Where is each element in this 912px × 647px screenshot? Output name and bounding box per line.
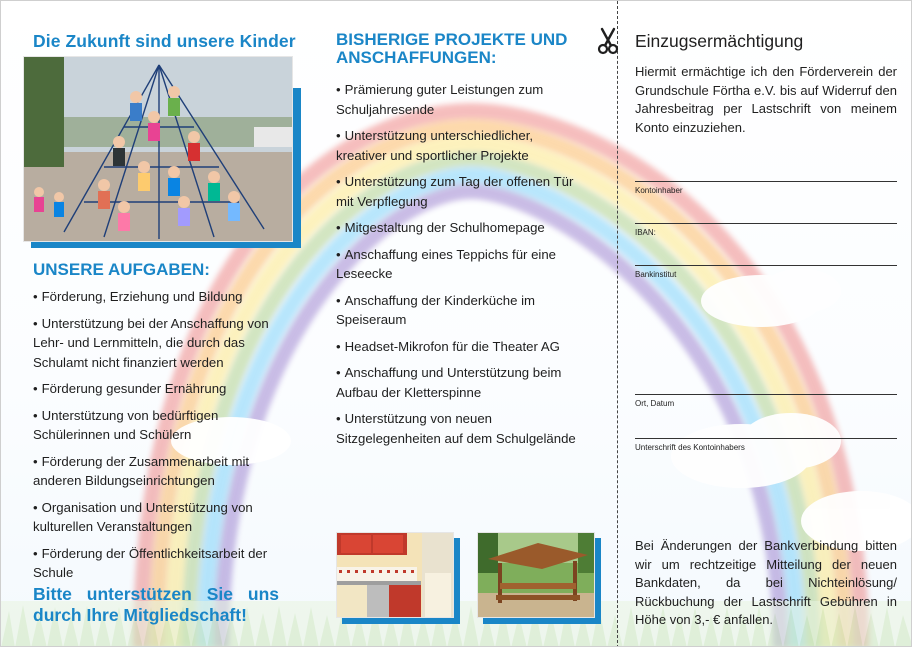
iban-label: IBAN:: [635, 228, 656, 237]
tasks-list: [33, 287, 285, 590]
list-item: • Förderung der Zusammenarbeit mit anderen Bildungseinrichtungen: [33, 453, 250, 488]
kitchen-illustration: [337, 533, 454, 618]
left-title: Die Zukunft sind unsere Kinder: [33, 31, 296, 51]
list-item: • Unterstützung von neuen Sitzgelegenheiten auf dem Schulgelände: [336, 411, 576, 446]
iban-field[interactable]: [635, 223, 897, 237]
kitchen-photo-image: [336, 532, 454, 618]
list-item: • Unterstützung zum Tag der offenen Tür mit Verpflegung: [336, 174, 574, 209]
appeal-line-1: Bitte unterstützen Sie uns: [33, 584, 279, 604]
account-holder-field[interactable]: [635, 181, 897, 195]
place-date-line: [635, 394, 897, 395]
signature-line: [635, 438, 897, 439]
bank-label: Bankinstitut: [635, 270, 677, 279]
bank-field[interactable]: [635, 265, 897, 279]
list-item: • Anschaffung eines Teppichs für eine Leseecke: [336, 246, 557, 281]
place-date-label: Ort, Datum: [635, 399, 675, 408]
membership-appeal: [33, 584, 279, 626]
authorization-title: Einzugsermächtigung: [635, 31, 804, 51]
list-item: • Förderung der Öffentlichkeitsarbeit der Schule: [33, 545, 268, 580]
scissors-icon: [597, 27, 619, 60]
climbing-photo: [23, 56, 301, 248]
climbing-spider-illustration: [24, 57, 293, 242]
signature-field[interactable]: [635, 438, 897, 452]
bench-photo-image: [477, 532, 595, 618]
account-holder-line: [635, 181, 897, 182]
projects-list: [336, 80, 576, 455]
list-item: • Mitgestaltung der Schulhomepage: [336, 220, 545, 235]
list-item: • Anschaffung der Kinderküche im Speiseraum: [336, 292, 535, 327]
cut-line: [617, 1, 618, 647]
kitchen-photo: [336, 532, 460, 624]
list-item: • Förderung gesunder Ernährung: [33, 381, 227, 396]
iban-line: [635, 223, 897, 224]
list-item: • Prämierung guter Leistungen zum Schuljahresende: [336, 82, 544, 117]
place-date-field[interactable]: [635, 394, 897, 408]
signature-label: Unterschrift des Kontoinhabers: [635, 443, 745, 452]
tasks-heading: UNSERE AUFGABEN:: [33, 260, 210, 279]
list-item: • Headset-Mikrofon für die Theater AG: [336, 338, 560, 354]
bench-photo: [477, 532, 601, 624]
list-item: • Unterstützung von bedürftigen Schülerinnen und Schülern: [33, 407, 219, 442]
appeal-line-2: durch Ihre Mitgliedschaft!: [33, 605, 247, 625]
climbing-photo-image: [23, 56, 293, 242]
list-item: • Unterstützung unterschiedlicher, kreativer und sportlicher Projekte: [336, 128, 534, 163]
account-holder-label: Kontoinhaber: [635, 186, 683, 195]
bank-line: [635, 265, 897, 266]
list-item: • Organisation und Unterstützung von kulturellen Veranstaltungen: [33, 499, 253, 534]
authorization-text: Hiermit ermächtige ich den Förderverein der Grundschule Förtha e.V. bis auf Widerruf den Jahresbeitrag per Lastschrift von meinem Konto einzuziehen.: [635, 64, 897, 135]
projects-heading: BISHERIGE PROJEKTE UND ANSCHAFFUNGEN:: [336, 30, 568, 67]
list-item: • Anschaffung und Unterstützung beim Aufbau der Kletterspinne: [336, 365, 562, 400]
bench-illustration: [478, 533, 595, 618]
list-item: • Förderung, Erziehung und Bildung: [33, 289, 243, 304]
list-item: • Unterstützung bei der Anschaffung von Lehr- und Lernmitteln, die durch das Schulamt nicht finanziert werden: [33, 315, 269, 370]
bank-change-notice: Bei Änderungen der Bankverbindung bitten wir um rechtzeitige Mitteilung der neuen Bankdaten, da bei Nichteinlösung/ Rückbuchung der Lastschrift Gebühren in Höhe von 3,- € anfallen.: [635, 538, 897, 627]
